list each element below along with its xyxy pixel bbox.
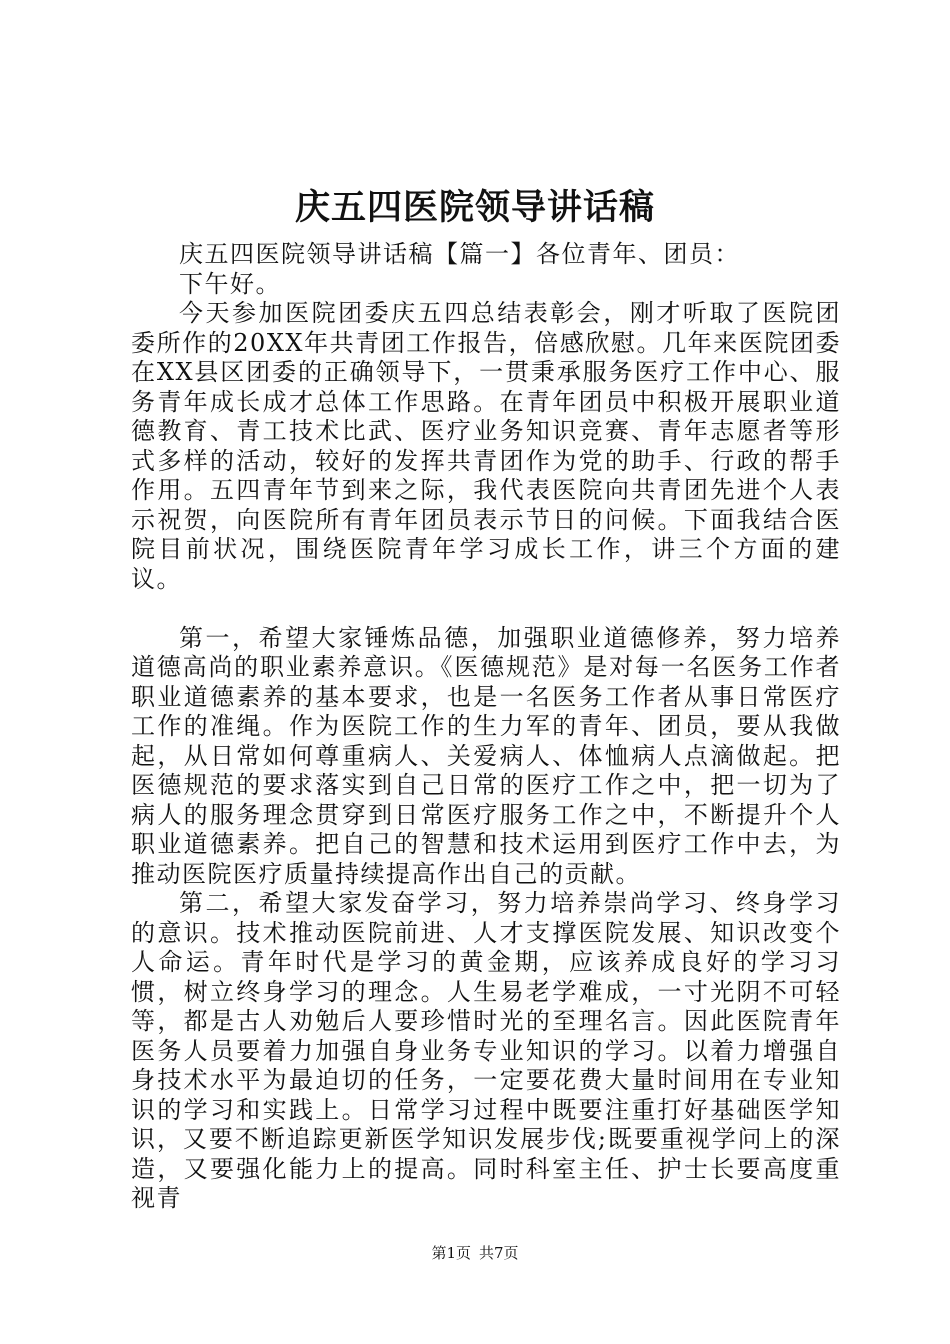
paragraph-point-one: 第一，希望大家锤炼品德，加强职业道德修养，努力培养道德高尚的职业素养意识。《医德规范》是对每一名医务工作者职业道德素养的基本要求，也是一名医务工作者从事日常医疗工作的准绳。作为医院工作的生力军的青年、团员，要从我做起，从日常如何尊重病人、关爱病人、体恤病人点滴做起。把医德规范的要求落实到自己日常的医疗工作之中，把一切为了病人的服务理念贯穿到日常医疗服务工作之中，不断提升个人职业道德素养。把自己的智慧和技术运用到医疗工作中去，为推动医院医疗质量持续提高作出自己的贡献。 [131, 623, 841, 888]
paragraph-greeting: 庆五四医院领导讲话稿【篇一】各位青年、团员： [179, 240, 740, 268]
page-total: 共7页 [479, 1244, 519, 1262]
document-body [131, 240, 841, 1214]
paragraph-intro: 今天参加医院团委庆五四总结表彰会，刚才听取了医院团委所作的20XX年共青团工作报告，倍感欣慰。几年来医院团委在XX县区团委的正确领导下，一贯秉承服务医疗工作中心、服务青年成长成才总体工作思路。在青年团员中积极开展职业道德教育、青工技术比武、医疗业务知识竞赛、青年志愿者等形式多样的活动，较好的发挥共青团作为党的助手、行政的帮手作用。五四青年节到来之际，我代表医院向共青团先进个人表示祝贺，向医院所有青年团员表示节日的问候。下面我结合医院目前状况，围绕医院青年学习成长工作，讲三个方面的建议。 [131, 299, 841, 593]
paragraph-point-two: 第二，希望大家发奋学习，努力培养崇尚学习、终身学习的意识。技术推动医院前进、人才支撑医院发展、知识改变个人命运。青年时代是学习的黄金期，应该养成良好的学习习惯，树立终身学习的理念。人生易老学难成，一寸光阴不可轻等，都是古人劝勉后人要珍惜时光的至理名言。因此医院青年医务人员要着力加强自身业务专业知识的学习。以着力增强自身技术水平为最迫切的任务，一定要花费大量时间用在专业知识的学习和实践上。日常学习过程中既要注重打好基础医学知识，又要不断追踪更新医学知识发展步伐;既要重视学问上的深造，又要强化能力上的提高。同时科室主任、护士长要高度重视青 [131, 889, 841, 1212]
paragraph-salutation: 下午好。 [179, 269, 281, 298]
page-number: 第1页 [431, 1244, 471, 1262]
document-title: 庆五四医院领导讲话稿 [294, 187, 655, 228]
page-footer [0, 1243, 950, 1263]
